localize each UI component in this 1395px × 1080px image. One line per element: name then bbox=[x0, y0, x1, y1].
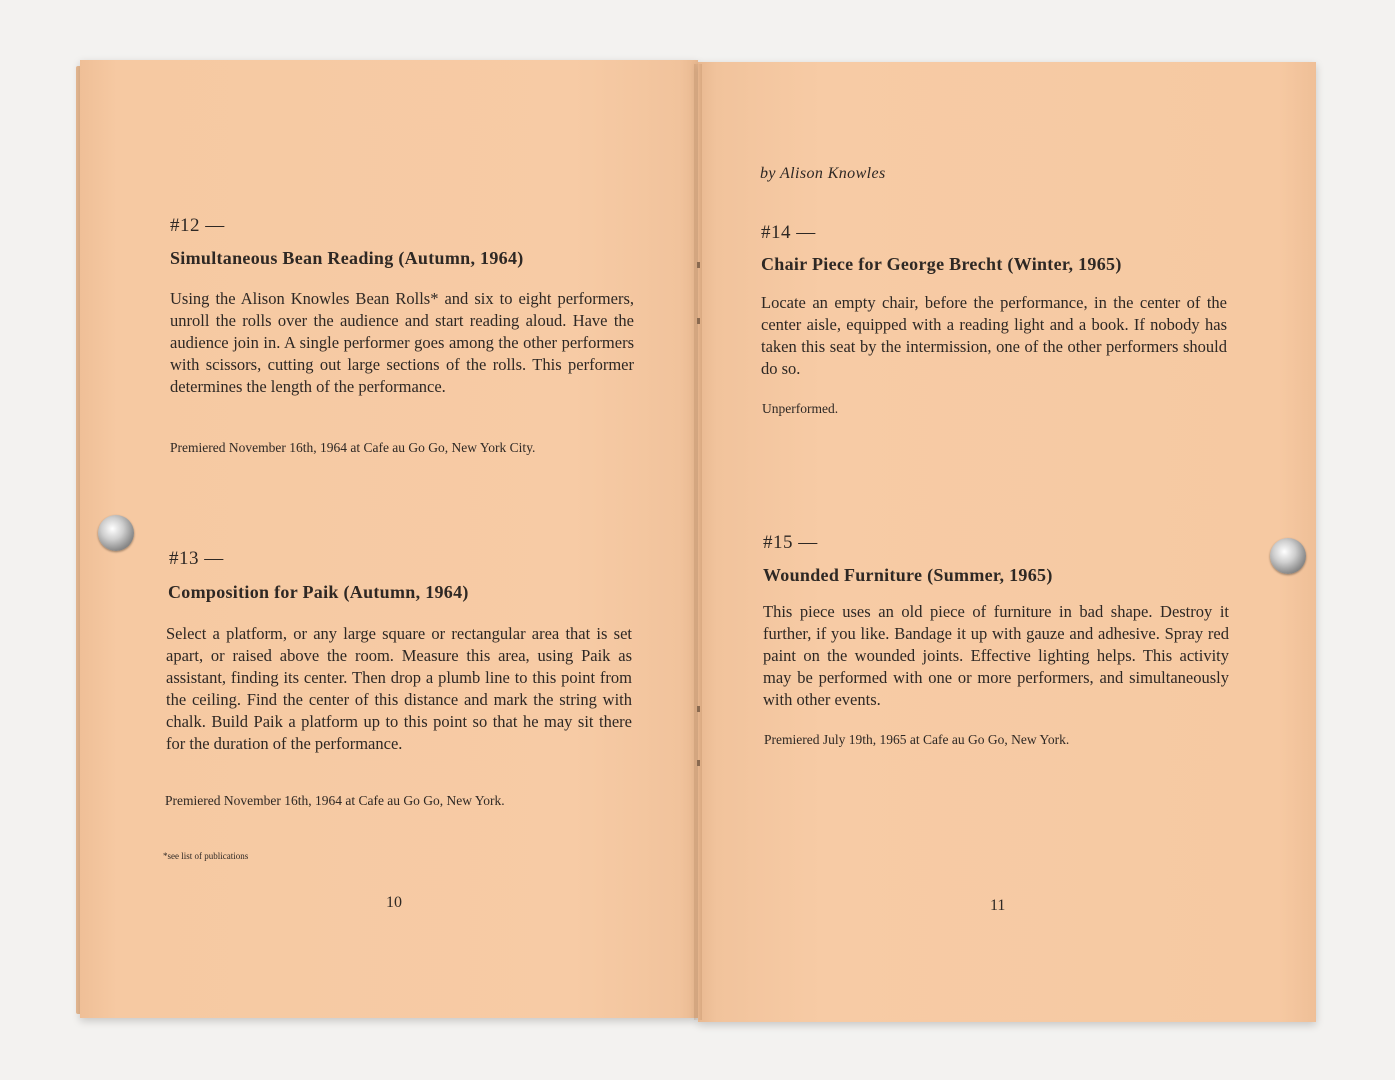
entry-15-note: Premiered July 19th, 1965 at Cafe au Go Go, New York. bbox=[764, 732, 1070, 747]
binding-stitch bbox=[697, 318, 700, 324]
entry-13-title: Composition for Paik (Autumn, 1964) bbox=[168, 582, 469, 602]
binding-stitch bbox=[697, 706, 700, 712]
staple-icon bbox=[1270, 538, 1306, 574]
staple-icon bbox=[98, 515, 134, 551]
entry-14-number: #14 — bbox=[761, 222, 816, 243]
entry-14-note: Unperformed. bbox=[762, 401, 839, 416]
binding-stitch bbox=[697, 760, 700, 766]
entry-13-note: Premiered November 16th, 1964 at Cafe au Go Go, New York. bbox=[165, 793, 505, 808]
entry-12-text: Using the Alison Knowles Bean Rolls* and six to eight performers, unroll the rolls over the audience and start reading aloud. Have the audience join in. A single performer goes among the other performers with scissors, cutting out large sections of the rolls. This performer determines the length of the performance. bbox=[170, 289, 634, 396]
byline: by Alison Knowles bbox=[760, 165, 886, 182]
entry-13-number: #13 — bbox=[169, 548, 224, 569]
entry-14-title: Chair Piece for George Brecht (Winter, 1965) bbox=[761, 254, 1122, 274]
page-number-right: 11 bbox=[990, 897, 1006, 914]
entry-15-text: This piece uses an old piece of furniture in bad shape. Destroy it further, if you like. Bandage it up with gauze and adhesive. Spray red paint on the wounded joints. Effective lighting helps. This activity may be performed with one or more performers, and simultaneously with other events. bbox=[763, 602, 1229, 709]
book-gutter bbox=[694, 64, 702, 1020]
entry-12-note: Premiered November 16th, 1964 at Cafe au Go Go, New York City. bbox=[170, 440, 536, 455]
page-number-left: 10 bbox=[386, 894, 402, 911]
binding-stitch bbox=[697, 262, 700, 268]
entry-14-text: Locate an empty chair, before the performance, in the center of the center aisle, equipped with a reading light and a book. If nobody has taken this seat by the intermission, one of the other performers should do so. bbox=[761, 293, 1227, 378]
entry-12-title: Simultaneous Bean Reading (Autumn, 1964) bbox=[170, 248, 524, 268]
footnote: *see list of publications bbox=[163, 851, 249, 861]
entry-15-number: #15 — bbox=[763, 532, 818, 553]
entry-15-title: Wounded Furniture (Summer, 1965) bbox=[763, 565, 1053, 585]
entry-13-text: Select a platform, or any large square or rectangular area that is set apart, or raised above the room. Measure this area, using Paik as assistant, finding its center. Then drop a plumb line to this point from the ceiling. Find the center of this distance and mark the string with chalk. Build Paik a platform up to this point so that he may sit there for the duration of the performance. bbox=[166, 624, 632, 753]
right-page bbox=[698, 62, 1316, 1022]
left-page bbox=[80, 60, 698, 1018]
entry-12-number: #12 — bbox=[170, 215, 225, 236]
